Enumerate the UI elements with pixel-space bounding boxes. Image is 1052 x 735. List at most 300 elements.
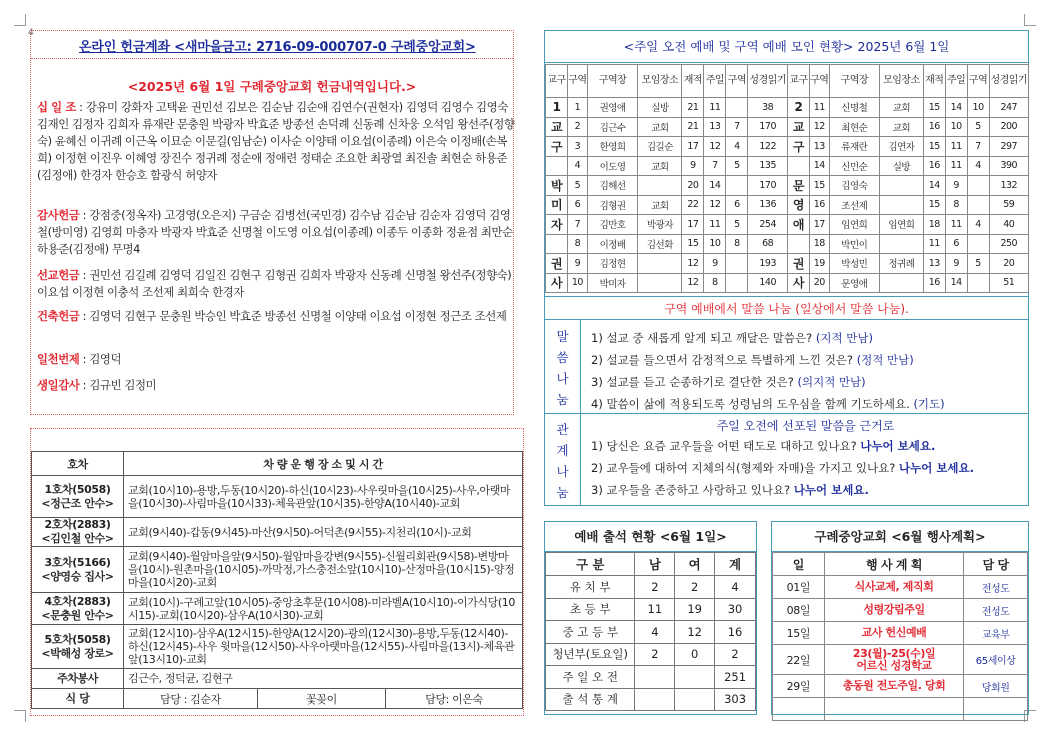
- worship-header-cell: 교구: [788, 65, 810, 98]
- worship-header-row: [788, 65, 1029, 98]
- worship-cell: 390: [989, 156, 1028, 176]
- worship-cell: 교회: [880, 117, 924, 137]
- worship-cell: 4: [726, 137, 748, 157]
- worship-cell: 11: [945, 156, 967, 176]
- worship-cell: 임연희: [829, 215, 879, 235]
- parish-label: 영: [788, 195, 810, 215]
- worship-cell: 교회: [880, 98, 924, 118]
- worship-cell: 1: [568, 98, 588, 118]
- worship-cell: 교회: [638, 156, 682, 176]
- worship-header-cell: 재적: [682, 65, 704, 98]
- parish-label: 구: [788, 137, 810, 157]
- events-panel: [771, 521, 1029, 715]
- flower-group: 꽃꽂이: [258, 689, 386, 709]
- worship-row: [546, 176, 788, 196]
- relation-side-label: [545, 413, 581, 506]
- events-header-row: [773, 553, 1028, 576]
- worship-cell: 김정현: [587, 254, 638, 274]
- bus-table: [31, 451, 523, 709]
- worship-cell: 18: [809, 234, 829, 254]
- worship-cell: [880, 176, 924, 196]
- parish-label: 사: [788, 273, 810, 293]
- worship-cell: [967, 176, 989, 196]
- bus-car: 1호차(5058): [44, 482, 111, 496]
- worship-row: [788, 117, 1029, 137]
- sermon-title: 구역 예배에서 말씀 나눔 (일상에서 말씀 나눔).: [545, 296, 1028, 320]
- worship-row: [546, 195, 788, 215]
- attendance-cell: 303: [715, 688, 756, 711]
- side-char: 눔: [556, 485, 569, 500]
- attendance-row: [546, 598, 756, 621]
- worship-panel: [544, 30, 1029, 506]
- worship-cell: [967, 234, 989, 254]
- attendance-row: [546, 643, 756, 666]
- worship-cell: 5: [568, 176, 588, 196]
- event-charge: 당회원: [964, 675, 1028, 698]
- worship-cell: 10: [945, 117, 967, 137]
- offering-panel: [30, 30, 514, 415]
- worship-cell: 11: [704, 215, 726, 235]
- bus-route: 교회(9시40)-월암마을앞(9시50)-월암마을강변(9시55)-신월리회관(9시58)-변방마을(10시)-원촌마을(10시05)-까막정,가스충전소앞(10시10)-산정마을(10시15)-양정마을(10시20)-교회: [124, 547, 523, 593]
- attendance-cell: 청년부(토요일): [546, 643, 635, 666]
- worship-cell: 2: [568, 117, 588, 137]
- worship-cell: 4: [967, 156, 989, 176]
- worship-cell: 15: [923, 98, 945, 118]
- worship-cell: [880, 273, 924, 293]
- flower-charge: 담당: 이은숙: [386, 689, 523, 709]
- events-row: [773, 599, 1028, 622]
- names-thousand: 김영덕: [89, 352, 122, 366]
- bus-route: 교회(12시10)-삼우A(12시15)-한양A(12시20)-광의(12시30)-용방,두동(12시40)-하신(12시45)-사우 윗마을(12시50)-사우아랫마을(12시55)-사림마을(13시)-체육관앞(13시10)-교회: [124, 625, 523, 669]
- worship-header-cell: 구역: [809, 65, 829, 98]
- worship-cell: 20: [989, 254, 1028, 274]
- worship-cell: 13: [704, 117, 726, 137]
- bus-car: 3호차(5166): [44, 555, 111, 569]
- attendance-cell: 4: [635, 621, 675, 644]
- event-day: [773, 698, 825, 721]
- side-char: 나: [556, 371, 569, 386]
- worship-header-cell: 교구: [546, 65, 568, 98]
- worship-cell: 5: [726, 215, 748, 235]
- parking-label: 주차봉사: [32, 669, 124, 689]
- parish-label: 교: [546, 117, 568, 137]
- event-charge: [964, 698, 1028, 721]
- attendance-cell: 2: [715, 643, 756, 666]
- worship-row: [788, 234, 1029, 254]
- worship-row: [546, 273, 788, 293]
- event-day: 08일: [773, 599, 825, 622]
- kitchen-charge: 담당 : 김순자: [124, 689, 258, 709]
- worship-cell: 11: [809, 98, 829, 118]
- worship-cell: 17: [682, 137, 704, 157]
- parish-label: [546, 156, 568, 176]
- worship-cell: 59: [989, 195, 1028, 215]
- worship-cell: 17: [809, 215, 829, 235]
- item-text: 3) 설교를 듣고 순종하기로 결단한 것은?: [591, 375, 794, 389]
- bus-row: [32, 593, 523, 625]
- attendance-cell: 출 석 통 계: [546, 688, 635, 711]
- item-tag: 나누어 보세요.: [860, 439, 936, 453]
- worship-cell: 136: [748, 195, 788, 215]
- attendance-cell: [675, 666, 715, 689]
- worship-cell: 250: [989, 234, 1028, 254]
- bus-row: [32, 625, 523, 669]
- attendance-header-cell: 남: [635, 553, 675, 576]
- worship-cell: 9: [704, 254, 726, 274]
- worship-cell: [638, 273, 682, 293]
- item-tag: 나누어 보세요.: [793, 483, 869, 497]
- parish-label: 문: [788, 176, 810, 196]
- worship-cell: 140: [748, 273, 788, 293]
- worship-cell: 6: [726, 195, 748, 215]
- bus-car: 2호차(2883): [44, 518, 111, 531]
- worship-cell: 16: [923, 156, 945, 176]
- worship-cell: 실방: [638, 98, 682, 118]
- worship-row: [788, 137, 1029, 157]
- worship-row: [546, 234, 788, 254]
- attendance-cell: 주 일 오 전: [546, 666, 635, 689]
- parish-label: 애: [788, 215, 810, 235]
- worship-cell: 15: [809, 176, 829, 196]
- worship-cell: 13: [923, 254, 945, 274]
- worship-cell: 9: [945, 254, 967, 274]
- worship-cell: [880, 234, 924, 254]
- bank-account: 온라인 헌금계좌 <새마을금고: 2716-09-000707-0 구례중앙교회>: [79, 40, 476, 55]
- worship-header-cell: 구역: [967, 65, 989, 98]
- worship-cell: 김형권: [587, 195, 638, 215]
- worship-cell: 11: [923, 234, 945, 254]
- bus-header-car: 호차: [32, 452, 124, 476]
- worship-cell: 193: [748, 254, 788, 274]
- item-tag: (의지적 만남): [797, 375, 866, 389]
- worship-cell: 7: [967, 137, 989, 157]
- worship-row: [546, 137, 788, 157]
- worship-cell: 15: [682, 234, 704, 254]
- item-text: 1) 설교 중 새롭게 알게 되고 깨달은 말씀은?: [591, 331, 813, 345]
- worship-cell: 14: [809, 156, 829, 176]
- attendance-cell: 0: [675, 643, 715, 666]
- events-row: [773, 645, 1028, 675]
- bus-route: 교회(9시40)-갑동(9시45)-마산(9시50)-어덕촌(9시55)-지천리(10시)-교회: [124, 518, 523, 547]
- offering-thousand: 일천번제 : 김영덕: [37, 352, 122, 366]
- events-title: 구례중앙교회 <6월 행사계획>: [772, 522, 1028, 552]
- relation-list: [591, 435, 974, 501]
- worship-row: [788, 254, 1029, 274]
- parish-2-table: [787, 64, 1029, 293]
- worship-cell: 247: [989, 98, 1028, 118]
- worship-cell: 박미자: [587, 273, 638, 293]
- worship-cell: 문영애: [829, 273, 879, 293]
- label-building: 건축헌금: [37, 309, 80, 323]
- offering-birthday: 생일감사 : 김규빈 김정미: [37, 378, 157, 392]
- crop-mark-bl: [14, 710, 26, 722]
- events-row: [773, 622, 1028, 645]
- side-char: 눔: [556, 392, 569, 407]
- worship-row: [788, 215, 1029, 235]
- parish-label: 2: [788, 98, 810, 118]
- worship-cell: 5: [967, 117, 989, 137]
- bus-header-route: 차 량 운 행 장 소 및 시 간: [124, 452, 523, 476]
- worship-cell: 10: [568, 273, 588, 293]
- worship-row: [788, 156, 1029, 176]
- side-char: 계: [556, 443, 569, 458]
- bus-driver: <문충원 안수>: [41, 608, 114, 622]
- parish-label: [788, 156, 810, 176]
- event-day: 01일: [773, 576, 825, 599]
- worship-cell: 9: [568, 254, 588, 274]
- names-mission: 권민선 김길례 김영덕 김일진 김현구 김형권 김희자 박광자 신동례 신명철 왕선주(정향숙) 이요섭 이정현 이충석 조선제 최희숙 한경자: [37, 268, 512, 299]
- worship-cell: [880, 195, 924, 215]
- worship-header-cell: 구역장: [829, 65, 879, 98]
- worship-cell: 실방: [880, 156, 924, 176]
- attendance-cell: 초 등 부: [546, 598, 635, 621]
- attendance-header-row: [546, 553, 756, 576]
- event-plan: 교사 헌신예배: [824, 622, 964, 645]
- attendance-header-cell: 구 분: [546, 553, 635, 576]
- kitchen-row: [32, 689, 523, 709]
- worship-cell: 170: [748, 117, 788, 137]
- worship-row: [788, 176, 1029, 196]
- attendance-header-cell: 계: [715, 553, 756, 576]
- sermon-item: [591, 349, 945, 371]
- worship-row: [788, 98, 1029, 118]
- divider: [545, 413, 1028, 414]
- attendance-cell: 11: [635, 598, 675, 621]
- worship-cell: 14: [923, 176, 945, 196]
- attendance-row: [546, 621, 756, 644]
- side-char: 관: [556, 422, 569, 437]
- event-plan: 성령강림주일: [824, 599, 964, 622]
- worship-row: [546, 254, 788, 274]
- worship-cell: 11: [945, 137, 967, 157]
- sermon-item: [591, 393, 945, 415]
- attendance-row: [546, 576, 756, 599]
- worship-cell: 254: [748, 215, 788, 235]
- worship-cell: 교회: [638, 195, 682, 215]
- parish-label: [788, 234, 810, 254]
- worship-cell: 135: [748, 156, 788, 176]
- offering-title: <2025년 6월 1일 구례중앙교회 헌금내역입니다.>: [127, 79, 417, 94]
- worship-header-cell: 구역: [568, 65, 588, 98]
- worship-cell: 16: [923, 273, 945, 293]
- worship-cell: 신민순: [829, 156, 879, 176]
- worship-cell: [726, 254, 748, 274]
- label-thousand: 일천번제: [37, 352, 80, 366]
- page-number: 4: [28, 28, 34, 38]
- attendance-cell: 30: [715, 598, 756, 621]
- events-table: [772, 552, 1028, 721]
- worship-cell: 132: [989, 176, 1028, 196]
- worship-cell: 10: [967, 98, 989, 118]
- relation-title: 주일 오전에 선포된 말씀을 근거로: [716, 419, 895, 433]
- worship-cell: 5: [726, 156, 748, 176]
- worship-cell: 14: [704, 176, 726, 196]
- bus-car: 5호차(5058): [44, 632, 111, 646]
- worship-header-cell: 모임장소: [880, 65, 924, 98]
- worship-cell: 조선제: [829, 195, 879, 215]
- label-tithe: 십 일 조: [37, 100, 76, 114]
- worship-cell: 9: [682, 156, 704, 176]
- sermon-side-label: [545, 320, 581, 413]
- parish-label: 미: [546, 195, 568, 215]
- worship-cell: 297: [989, 137, 1028, 157]
- worship-cell: 권영애: [587, 98, 638, 118]
- worship-cell: 14: [945, 98, 967, 118]
- offering-thanks: 감사헌금 : 강점중(정옥자) 고경영(오은지) 구금순 김병선(국민경) 김수남 김순남 김순자 김영덕 김영철(방미영) 김영희 마충자 박광자 박효준 신명철 이도영 이요섭(이종례) 이종두 이종화 정윤점 최만순 하용준(김정애) 무명4: [37, 208, 513, 256]
- worship-title: <주일 오전 예배 및 구역 예배 모인 현황> 2025년 6월 1일: [545, 31, 1028, 63]
- label-thanks: 감사헌금: [37, 208, 80, 222]
- parish-label: 1: [546, 98, 568, 118]
- worship-cell: 12: [809, 117, 829, 137]
- worship-cell: 16: [809, 195, 829, 215]
- worship-cell: 8: [704, 273, 726, 293]
- parish-label: 권: [546, 254, 568, 274]
- names-building: 김영덕 김현구 문충원 박승인 박효준 방종선 신명철 이양태 이요섭 이정현 정근조 조선제: [89, 309, 507, 323]
- worship-cell: 20: [809, 273, 829, 293]
- parking-row: [32, 669, 523, 689]
- event-plan: [824, 698, 964, 721]
- bus-driver: <김인철 안수>: [41, 532, 114, 545]
- worship-cell: 4: [568, 156, 588, 176]
- bus-car: 4호차(2883): [44, 594, 111, 608]
- bus-driver: <양영승 집사>: [41, 569, 114, 583]
- worship-row: [788, 195, 1029, 215]
- worship-cell: 51: [989, 273, 1028, 293]
- worship-cell: 10: [704, 234, 726, 254]
- item-tag: 나누어 보세요.: [898, 461, 975, 475]
- parish-1-table: [545, 64, 788, 293]
- side-char: 씀: [556, 350, 569, 365]
- worship-cell: 8: [726, 234, 748, 254]
- label-birthday: 생일감사: [37, 378, 80, 392]
- worship-cell: 4: [967, 215, 989, 235]
- worship-cell: 20: [682, 176, 704, 196]
- worship-cell: 교회: [638, 117, 682, 137]
- worship-cell: 김길순: [638, 137, 682, 157]
- events-row: [773, 576, 1028, 599]
- worship-cell: 19: [809, 254, 829, 274]
- worship-row: [788, 273, 1029, 293]
- worship-row: [546, 98, 788, 118]
- kitchen-label: 식 당: [32, 689, 124, 709]
- worship-cell: 5: [967, 254, 989, 274]
- worship-cell: 16: [923, 117, 945, 137]
- events-header-cell: 행 사 계 획: [824, 553, 964, 576]
- events-row: [773, 698, 1028, 721]
- attendance-header-cell: 여: [675, 553, 715, 576]
- parish-label: 사: [546, 273, 568, 293]
- attendance-cell: 2: [675, 576, 715, 599]
- event-plan: 총동원 전도주일. 당회: [824, 675, 964, 698]
- worship-cell: 이정배: [587, 234, 638, 254]
- parish-label: 구: [546, 137, 568, 157]
- event-day: 15일: [773, 622, 825, 645]
- worship-cell: 박민이: [829, 234, 879, 254]
- worship-cell: 12: [682, 273, 704, 293]
- bus-route: 교회(10시10)-용방,두동(10시20)-하신(10시23)-사우릿마을(10시25)-사우,아랫마을(10시30)-사림마을(10시33)-체육관앞(10시35)-한양A(10시40)-교회: [124, 476, 523, 518]
- event-plan: 23(월)-25(수)일 어르신 성경학교: [824, 645, 964, 675]
- names-tithe: 강유미 강화자 고택윤 권민선 김보은 김순남 김순애 김연수(권현자) 김영덕 김영수 김영숙 김재인 김정자 김희자 류재란 문충원 박광자 박효준 방종선 손덕례 신동례 신차웅 오석임 왕선주(정향숙) 윤혜신 이귀례 이근옥 이묘순 이문길(임남순) 이사순 이양태 이요섭(이종례) 이은숙 이정배(손복희) 이정현 이진우 이혜영 장진수 정귀례 정순애 정애련 정태순 조요한 최광열 최진솔 최현순 하용준(김정애) 한경자 한승호 함광식 허양자: [37, 100, 515, 182]
- divider: [31, 58, 513, 59]
- worship-header-cell: 주일: [704, 65, 726, 98]
- worship-cell: 한영희: [587, 137, 638, 157]
- bus-row: [32, 476, 523, 518]
- parish-label: 권: [788, 254, 810, 274]
- attendance-cell: 19: [675, 598, 715, 621]
- worship-cell: [967, 273, 989, 293]
- relation-item: [591, 435, 974, 457]
- label-mission: 선교헌금: [37, 268, 80, 282]
- worship-cell: 6: [568, 195, 588, 215]
- worship-cell: 임연희: [880, 215, 924, 235]
- worship-cell: 박성민: [829, 254, 879, 274]
- worship-cell: 12: [682, 254, 704, 274]
- worship-cell: 13: [809, 137, 829, 157]
- worship-cell: 정귀례: [880, 254, 924, 274]
- events-header-cell: 일: [773, 553, 825, 576]
- item-tag: (기도): [913, 397, 945, 411]
- worship-cell: 박광자: [638, 215, 682, 235]
- worship-cell: [726, 98, 748, 118]
- item-tag: (지적 만남): [815, 331, 873, 345]
- worship-cell: 7: [568, 215, 588, 235]
- event-day: 29일: [773, 675, 825, 698]
- item-text: 1) 당신은 요즘 교우들을 어떤 태도로 대하고 있나요?: [591, 439, 857, 453]
- parking-names: 김근수, 정덕균, 김현구: [124, 669, 523, 689]
- bus-panel: [30, 428, 524, 716]
- bus-row: [32, 518, 523, 547]
- worship-cell: [726, 176, 748, 196]
- worship-cell: 김만호: [587, 215, 638, 235]
- worship-cell: 12: [704, 137, 726, 157]
- attendance-cell: 251: [715, 666, 756, 689]
- worship-cell: [967, 195, 989, 215]
- worship-cell: 7: [704, 156, 726, 176]
- worship-cell: 11: [945, 215, 967, 235]
- worship-cell: 21: [682, 117, 704, 137]
- bus-row: [32, 547, 523, 593]
- crop-mark-tl: [14, 14, 26, 26]
- attendance-cell: [675, 688, 715, 711]
- worship-cell: 21: [682, 98, 704, 118]
- worship-cell: 8: [945, 195, 967, 215]
- side-char: 나: [556, 464, 569, 479]
- attendance-row: [546, 666, 756, 689]
- worship-cell: 김연자: [880, 137, 924, 157]
- worship-cell: 류재란: [829, 137, 879, 157]
- worship-cell: 최현순: [829, 117, 879, 137]
- parish-label: 자: [546, 215, 568, 235]
- bus-route: 교회(10시)-구례고앞(10시05)-중앙초후문(10시08)-미라벨A(10시10)-이가식당(10시15)-교회(10시20)-삼우A(10시30)-교회: [124, 593, 523, 625]
- item-text: 3) 교우들을 존중하고 사랑하고 있나요?: [591, 483, 791, 497]
- attendance-cell: 2: [635, 643, 675, 666]
- attendance-cell: [635, 688, 675, 711]
- worship-header-cell: 주일: [945, 65, 967, 98]
- worship-header-cell: 모임장소: [638, 65, 682, 98]
- attendance-cell: [635, 666, 675, 689]
- worship-cell: 122: [748, 137, 788, 157]
- worship-cell: 3: [568, 137, 588, 157]
- attendance-cell: 중 고 등 부: [546, 621, 635, 644]
- side-char: 말: [556, 329, 569, 344]
- worship-header-cell: 구역장: [587, 65, 638, 98]
- worship-cell: 40: [989, 215, 1028, 235]
- worship-header-cell: 구역: [726, 65, 748, 98]
- offering-building: 건축헌금 : 김영덕 김현구 문충원 박승인 박효준 방종선 신명철 이양태 이요섭 이정현 정근조 조선제: [37, 309, 507, 323]
- item-text: 2) 설교를 들으면서 감정적으로 특별하게 느낀 것은?: [591, 353, 854, 367]
- worship-header-cell: 재적: [923, 65, 945, 98]
- events-header-cell: 담 당: [964, 553, 1028, 576]
